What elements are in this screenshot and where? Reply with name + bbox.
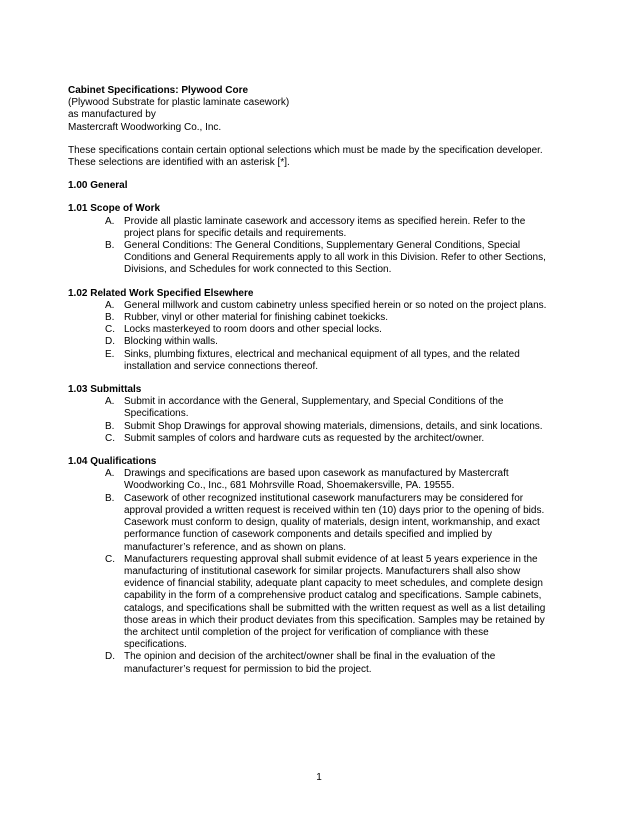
list-item-text-line: Drawings and specifications are based upon casework as manufactured by Mastercraft xyxy=(124,468,509,480)
list-item xyxy=(68,312,578,324)
intro-line-1: These specifications contain certain optional selections which must be made by the specification developer. xyxy=(68,144,543,156)
list-item-text-line: catalogs, and specifications shall be submitted with the written request as well as a list detailing xyxy=(124,602,546,614)
list-item-text-line: those areas in which their product deviates from this specification. Samples may be retained by xyxy=(124,614,545,626)
list-item-text-line: installation and service connections thereof. xyxy=(124,360,319,372)
list-item xyxy=(68,396,578,420)
list-item-text-line: Blocking within walls. xyxy=(124,336,218,348)
list-item-text-line: performance function of casework components and details specified and implied by xyxy=(124,529,492,541)
list-item-letter: B. xyxy=(105,420,115,432)
list-item-letter: D. xyxy=(105,651,115,663)
doc-title: Cabinet Specifications: Plywood Core xyxy=(68,85,249,96)
list-item-text-line: capability in the form of a comprehensive product catalog and specifications. Sample cabinets, xyxy=(124,590,542,602)
list-item-letter: A. xyxy=(105,468,115,480)
doc-company: Mastercraft Woodworking Co., Inc. xyxy=(68,121,222,133)
section-general-heading: 1.00 General xyxy=(68,180,128,192)
list-item xyxy=(68,554,578,652)
list-item-text-line: project plans for specific details and requirements. xyxy=(124,227,347,239)
list-item xyxy=(68,433,578,445)
section-1-02-list xyxy=(68,300,578,373)
list-item-letter: A. xyxy=(105,215,115,227)
section-1-04-list xyxy=(68,468,578,675)
list-item-text-line: the architect until completion of the project for verification of compliance with these xyxy=(124,626,489,638)
list-item-letter: B. xyxy=(105,492,115,504)
list-item-text-line: Submit samples of colors and hardware cuts as requested by the architect/owner. xyxy=(124,432,485,444)
list-item-text-line: Divisions, and Schedules for work connected to this Section. xyxy=(124,264,392,276)
section-1-02-heading: 1.02 Related Work Specified Elsewhere xyxy=(68,287,254,299)
list-item-text-line: Manufacturers requesting approval shall submit evidence of at least 5 years experience in the xyxy=(124,553,538,565)
list-item-text-line: General millwork and custom cabinetry unless specified herein or so noted on the project plans. xyxy=(124,299,547,311)
list-item-letter: C. xyxy=(105,324,115,336)
list-item xyxy=(68,240,578,277)
list-item xyxy=(68,349,578,373)
list-item xyxy=(68,421,578,433)
list-item xyxy=(68,468,578,492)
list-item xyxy=(68,336,578,348)
list-item-text-line: Specifications. xyxy=(124,408,189,420)
list-item xyxy=(68,300,578,312)
page-number: 1 xyxy=(316,772,322,783)
list-item-text-line: Woodworking Co., Inc., 681 Mohrsville Road, Shoemakersville, PA. 19555. xyxy=(124,480,455,492)
list-item-text-line: Sinks, plumbing fixtures, electrical and mechanical equipment of all types, and the related xyxy=(124,348,520,360)
list-item-text-line: Conditions and General Requirements apply to all work in this Division. Refer to other Sections, xyxy=(124,252,546,264)
list-item-letter: B. xyxy=(105,312,115,324)
list-item xyxy=(68,651,578,675)
list-item xyxy=(68,324,578,336)
list-item xyxy=(68,216,578,240)
list-item-text-line: approval provided a written request is received within ten (10) days prior to the opening of bids. xyxy=(124,504,545,516)
section-1-04-heading: 1.04 Qualifications xyxy=(68,456,157,468)
doc-by-line: as manufactured by xyxy=(68,109,156,121)
list-item-text-line: Rubber, vinyl or other material for finishing cabinet toekicks. xyxy=(124,312,389,324)
list-item-text-line: specifications. xyxy=(124,639,187,651)
list-item-text-line: manufacturer’s reference, and as shown on plans. xyxy=(124,541,346,553)
list-item xyxy=(68,493,578,554)
section-1-03-list xyxy=(68,396,578,445)
list-item-text-line: Submit in accordance with the General, Supplementary, and Special Conditions of the xyxy=(124,396,504,408)
list-item-text-line: Provide all plastic laminate casework and accessory items as specified herein. Refer to the xyxy=(124,215,526,227)
list-item-text-line: General Conditions: The General Conditions, Supplementary General Conditions, Special xyxy=(124,240,521,252)
list-item-text-line: The opinion and decision of the architect/owner shall be final in the evaluation of the xyxy=(124,651,496,663)
list-item-text-line: manufacturer’s request for permission to bid the project. xyxy=(124,663,372,675)
section-1-01-list xyxy=(68,216,578,277)
doc-subtitle: (Plywood Substrate for plastic laminate casework) xyxy=(68,97,290,109)
list-item-letter: A. xyxy=(105,299,115,311)
list-item-letter: C. xyxy=(105,432,115,444)
list-item-text-line: Submit Shop Drawings for approval showing materials, dimensions, details, and sink locations. xyxy=(124,420,543,432)
list-item-text-line: Casework of other recognized institutional casework manufacturers may be considered for xyxy=(124,492,524,504)
list-item-letter: C. xyxy=(105,553,115,565)
list-item-text-line: manufacturing of institutional casework for similar projects. Manufacturers shall also show xyxy=(124,565,521,577)
list-item-letter: D. xyxy=(105,336,115,348)
list-item-text-line: Locks masterkeyed to room doors and other special locks. xyxy=(124,324,382,336)
list-item-text-line: evidence of financial stability, adequate plant capacity to meet schedules, and complete design xyxy=(124,578,543,590)
section-1-01-heading: 1.01 Scope of Work xyxy=(68,203,161,215)
document-body xyxy=(68,85,578,676)
list-item-letter: A. xyxy=(105,396,115,408)
section-1-03-heading: 1.03 Submittals xyxy=(68,384,142,396)
intro-line-2: These selections are identified with an asterisk [*]. xyxy=(68,157,290,169)
list-item-letter: E. xyxy=(105,348,115,360)
list-item-text-line: Casework must conform to design, quality of materials, design intent, workmanship, and exact xyxy=(124,517,540,529)
list-item-letter: B. xyxy=(105,240,115,252)
